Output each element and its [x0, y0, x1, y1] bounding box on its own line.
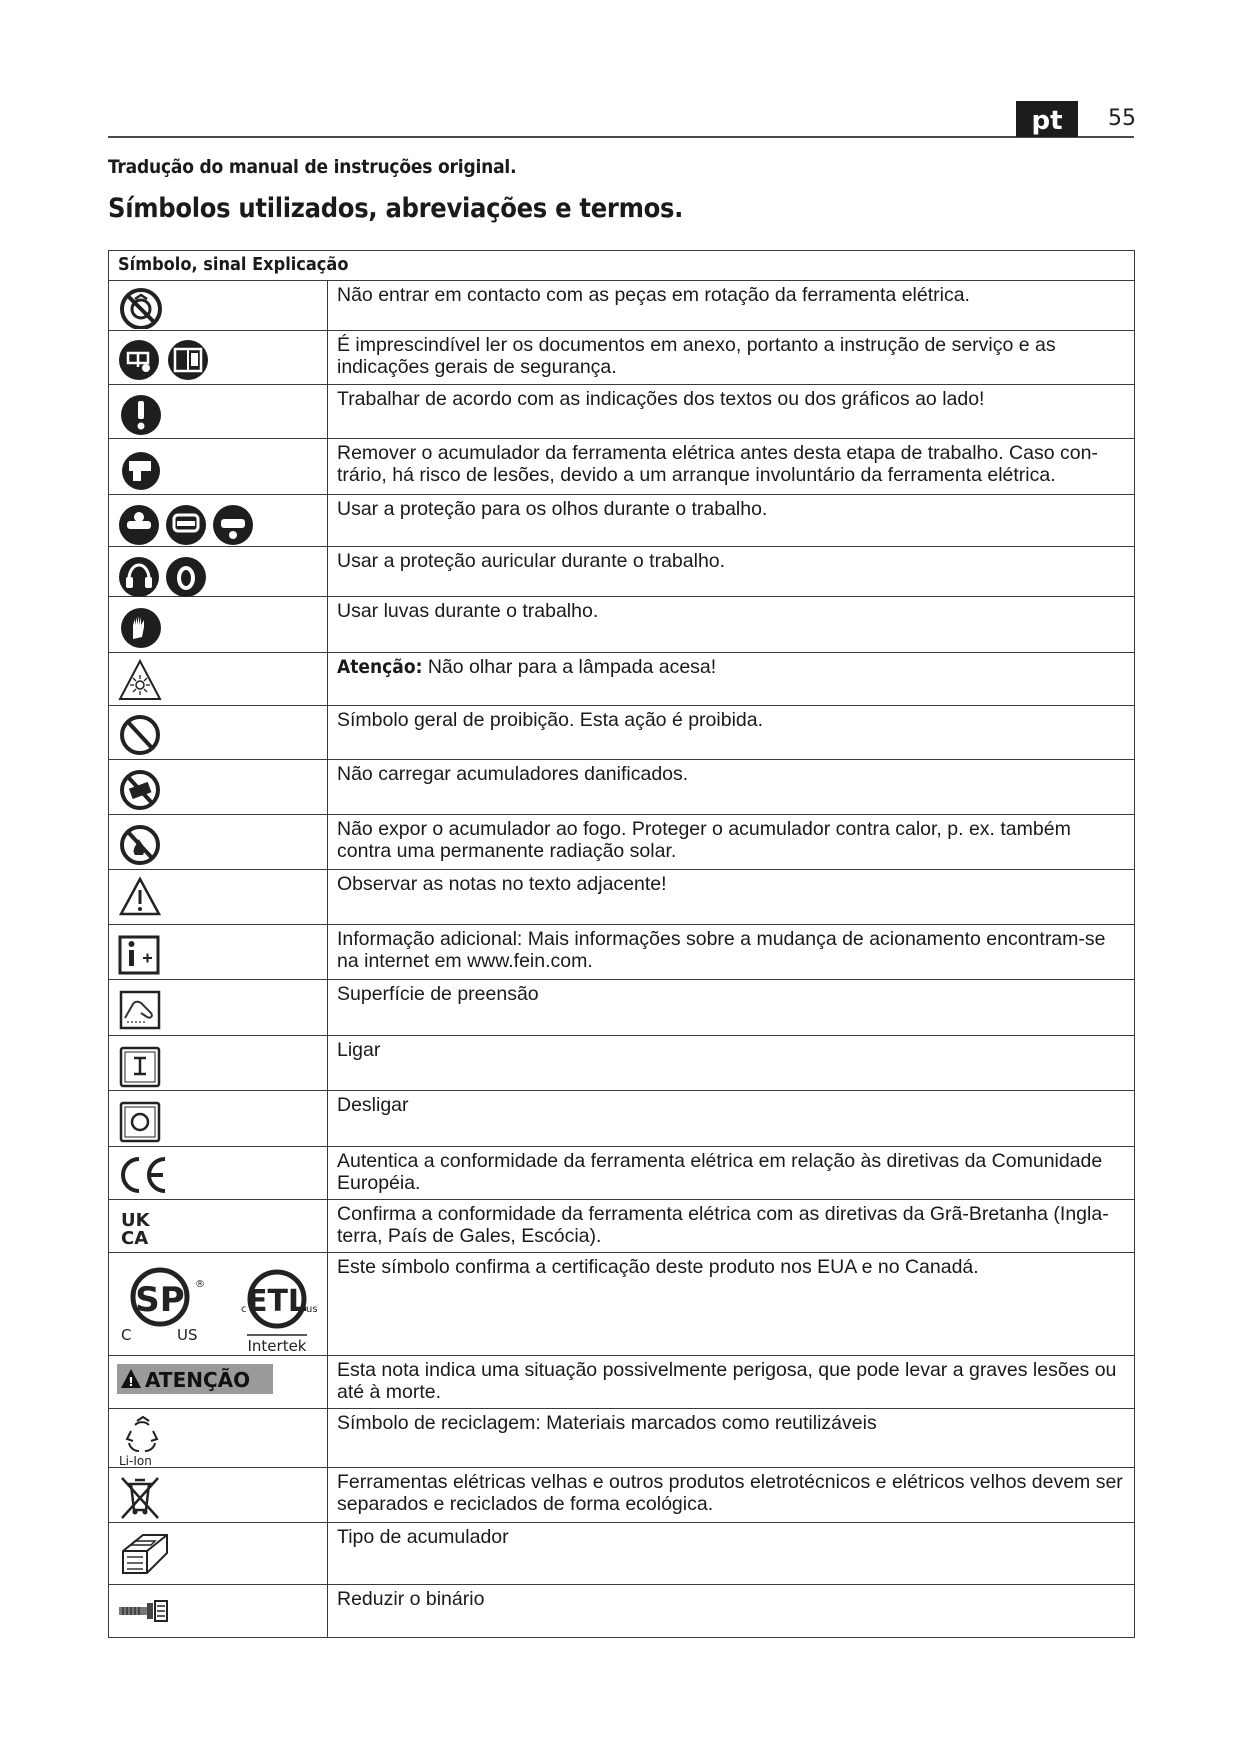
info-plus-icon [115, 929, 165, 977]
explanation-cell: Superfície de preensão [328, 980, 1135, 1036]
table-row [109, 1523, 1135, 1585]
table-row [109, 760, 1135, 815]
weee-bin-icon [115, 1472, 165, 1522]
table-row [109, 547, 1135, 597]
explanation-cell: Observar as notas no texto adjacente! [328, 870, 1135, 925]
explanation-cell: Usar a proteção para os olhos durante o trabalho. [328, 495, 1135, 547]
no-fire-battery-icon [115, 819, 165, 867]
explanation-cell: Usar a proteção auricular durante o trabalho. [328, 547, 1135, 597]
mandatory-exclamation-icon [115, 389, 165, 437]
recycling-li-ion-icon [115, 1413, 175, 1469]
table-row [109, 980, 1135, 1036]
symbols-table [108, 250, 1135, 1638]
svg-text:ETL: ETL [246, 1284, 308, 1319]
explanation-cell: Reduzir o binário [328, 1585, 1135, 1638]
explanation-cell: Remover o acumulador da ferramenta elétrica antes desta etapa de trabalho. Caso con-trário, há risco de lesões, devido a um arranque involuntário da ferramenta elétrica. [328, 439, 1135, 495]
svg-text:CA: CA [121, 1228, 149, 1249]
table-row [109, 815, 1135, 870]
explanation-cell: Trabalhar de acordo com as indicações dos textos ou dos gráficos ao lado! [328, 385, 1135, 439]
explanation-cell: Não entrar em contacto com as peças em rotação da ferramenta elétrica. [328, 281, 1135, 331]
table-row [109, 925, 1135, 980]
atencao-label-icon [115, 1360, 285, 1400]
explanation-cell: Informação adicional: Mais informações sobre a mudança de acionamento encontram-se na internet em www.fein.com. [328, 925, 1135, 980]
table-row [109, 653, 1135, 706]
page-number: 55 [1108, 106, 1136, 131]
table-row [109, 495, 1135, 547]
table-row [109, 331, 1135, 385]
reduce-torque-icon [115, 1589, 175, 1635]
table-row [109, 1253, 1135, 1356]
explanation-cell: Atenção: Não olhar para a lâmpada acesa! [328, 653, 1135, 706]
ukca-mark-icon [115, 1204, 165, 1252]
svg-text:®: ® [195, 1279, 205, 1290]
col-explanation-header [328, 251, 1135, 281]
svg-text:SP: SP [135, 1280, 185, 1320]
document-subtitle: Tradução do manual de instruções original. [108, 156, 517, 178]
no-contact-rotating-icon [115, 285, 167, 329]
explanation-cell: Este símbolo confirma a certificação deste produto nos EUA e no Canadá. [328, 1253, 1135, 1356]
warning-triangle-icon [115, 874, 165, 922]
table-row [109, 385, 1135, 439]
switch-on-icon [115, 1040, 165, 1088]
col-symbol-header: Símbolo, sinal Explicação [109, 251, 328, 281]
explanation-cell: Não carregar acumuladores danificados. [328, 760, 1135, 815]
lamp-warning-icon [115, 657, 165, 705]
table-row [109, 439, 1135, 495]
table-header-row [109, 251, 1135, 281]
page-title: Símbolos utilizados, abreviações e termos. [108, 193, 684, 224]
table-row [109, 706, 1135, 760]
remove-battery-icon [115, 443, 165, 491]
table-row [109, 1585, 1135, 1638]
explanation-cell: Esta nota indica uma situação possivelmente perigosa, que pode levar a graves lesões ou até à morte. [328, 1356, 1135, 1409]
csa-etl-mark-icon [115, 1257, 325, 1355]
language-badge: pt [1016, 101, 1078, 137]
ce-mark-icon [115, 1151, 175, 1199]
no-damaged-battery-icon [115, 764, 165, 812]
explanation-cell: Desligar [328, 1091, 1135, 1147]
ear-protection-icon [115, 551, 215, 599]
table-row [109, 1200, 1135, 1253]
table-row [109, 870, 1135, 925]
table-row [109, 597, 1135, 653]
svg-text:c: c [241, 1304, 247, 1315]
header-rule [108, 136, 1134, 138]
explanation-cell: Ligar [328, 1036, 1135, 1091]
table-row [109, 1356, 1135, 1409]
explanation-cell: Símbolo geral de proibição. Esta ação é proibida. [328, 706, 1135, 760]
prohibition-icon [115, 710, 165, 758]
read-documents-icon [115, 335, 235, 381]
explanation-cell: Autentica a conformidade da ferramenta elétrica em relação às diretivas da Comunidade Européia. [328, 1147, 1135, 1200]
table-row [109, 1468, 1135, 1523]
svg-text:Intertek: Intertek [247, 1337, 307, 1355]
svg-text:!: ! [128, 1375, 134, 1389]
explanation-cell: Ferramentas elétricas velhas e outros produtos eletrotécnicos e elétricos velhos devem ser separados e reciclados de forma ecológica. [328, 1468, 1135, 1523]
explanation-cell: Confirma a conformidade da ferramenta elétrica com as diretivas da Grã-Bretanha (Ingla-terra, País de Gales, Escócia). [328, 1200, 1135, 1253]
table-row [109, 1409, 1135, 1468]
grip-surface-icon [115, 984, 165, 1032]
svg-text:Li-Ion: Li-Ion [119, 1454, 152, 1468]
switch-off-icon [115, 1095, 165, 1143]
gloves-icon [115, 601, 165, 651]
table-row [109, 281, 1135, 331]
explanation-cell: Símbolo de reciclagem: Materiais marcados como reutilizáveis [328, 1409, 1135, 1468]
svg-text:UK: UK [121, 1210, 150, 1231]
table-row [109, 1091, 1135, 1147]
svg-text:ATENÇÃO: ATENÇÃO [145, 1368, 251, 1392]
eye-protection-icon [115, 499, 255, 547]
table-row [109, 1036, 1135, 1091]
svg-text:US: US [177, 1326, 198, 1344]
table-row [109, 1147, 1135, 1200]
explanation-cell: Usar luvas durante o trabalho. [328, 597, 1135, 653]
battery-type-icon [115, 1527, 175, 1583]
svg-text:us: us [306, 1304, 318, 1315]
explanation-cell: Não expor o acumulador ao fogo. Proteger o acumulador contra calor, p. ex. também contra uma permanente radiação solar. [328, 815, 1135, 870]
explanation-cell: Tipo de acumulador [328, 1523, 1135, 1585]
svg-text:C: C [121, 1326, 132, 1344]
explanation-cell: É imprescindível ler os documentos em anexo, portanto a instrução de serviço e as indicações gerais de segurança. [328, 331, 1135, 385]
